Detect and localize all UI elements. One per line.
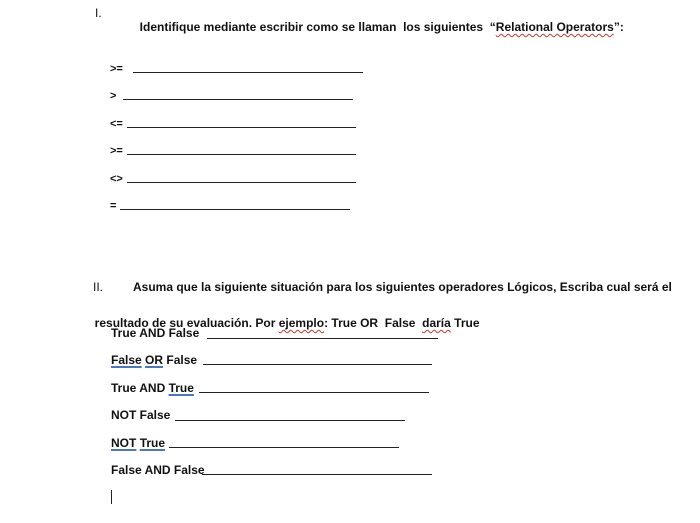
logic-expression <box>111 408 170 422</box>
line-2-prefix: resultado de su evaluación. Por <box>94 316 279 330</box>
answer-line[interactable] <box>199 392 429 393</box>
answer-line[interactable] <box>127 127 356 128</box>
expr-text: False AND False <box>111 463 205 477</box>
operator-label: <> <box>110 173 123 185</box>
section-1-number: I. <box>95 6 102 20</box>
expr-text: True AND <box>111 381 169 395</box>
expr-text: NOT False <box>111 408 171 422</box>
answer-line[interactable] <box>169 447 399 448</box>
logic-expression <box>111 381 194 395</box>
line-2-suffix: True <box>450 316 480 330</box>
expr-text: True <box>168 381 194 395</box>
heading-term: Relational Operators <box>495 20 614 34</box>
operator-label: >= <box>110 145 123 157</box>
expr-text: NOT <box>111 436 137 450</box>
answer-line[interactable] <box>123 99 353 100</box>
heading-suffix: ”: <box>613 20 624 34</box>
operator-label: = <box>110 200 117 212</box>
section-2-number: II. <box>93 280 104 294</box>
line-2-middle: : True OR False <box>324 316 423 330</box>
section-1-heading <box>133 6 624 34</box>
answer-line[interactable] <box>207 338 438 339</box>
text-cursor <box>111 490 112 504</box>
heading-prefix: Identifique mediante escribir como se llaman los siguientes “ <box>139 20 496 34</box>
answer-line[interactable] <box>120 209 350 210</box>
operator-label: >= <box>110 63 123 75</box>
line-2-daria: daría <box>422 316 451 330</box>
expr-text: True AND False <box>111 326 200 340</box>
answer-line[interactable] <box>133 72 363 73</box>
logic-expression <box>111 326 199 340</box>
operator-label: <= <box>110 118 123 130</box>
operator-label: > <box>110 90 117 102</box>
section-2-line-1: Asuma que la siguiente situación para los siguientes operadores Lógicos, Escriba cual será el <box>133 280 672 294</box>
answer-line[interactable] <box>203 364 432 365</box>
answer-line[interactable] <box>175 420 405 421</box>
answer-line[interactable] <box>127 182 356 183</box>
line-2-example: ejemplo <box>278 316 325 330</box>
logic-expression <box>111 353 197 367</box>
logic-expression <box>111 436 165 450</box>
expr-text: False <box>111 353 142 367</box>
logic-expression <box>111 463 205 477</box>
expr-text: OR <box>145 353 164 367</box>
answer-line[interactable] <box>127 154 356 155</box>
answer-line[interactable] <box>202 474 432 475</box>
expr-text: True <box>139 436 166 450</box>
expr-text: False <box>163 353 198 367</box>
